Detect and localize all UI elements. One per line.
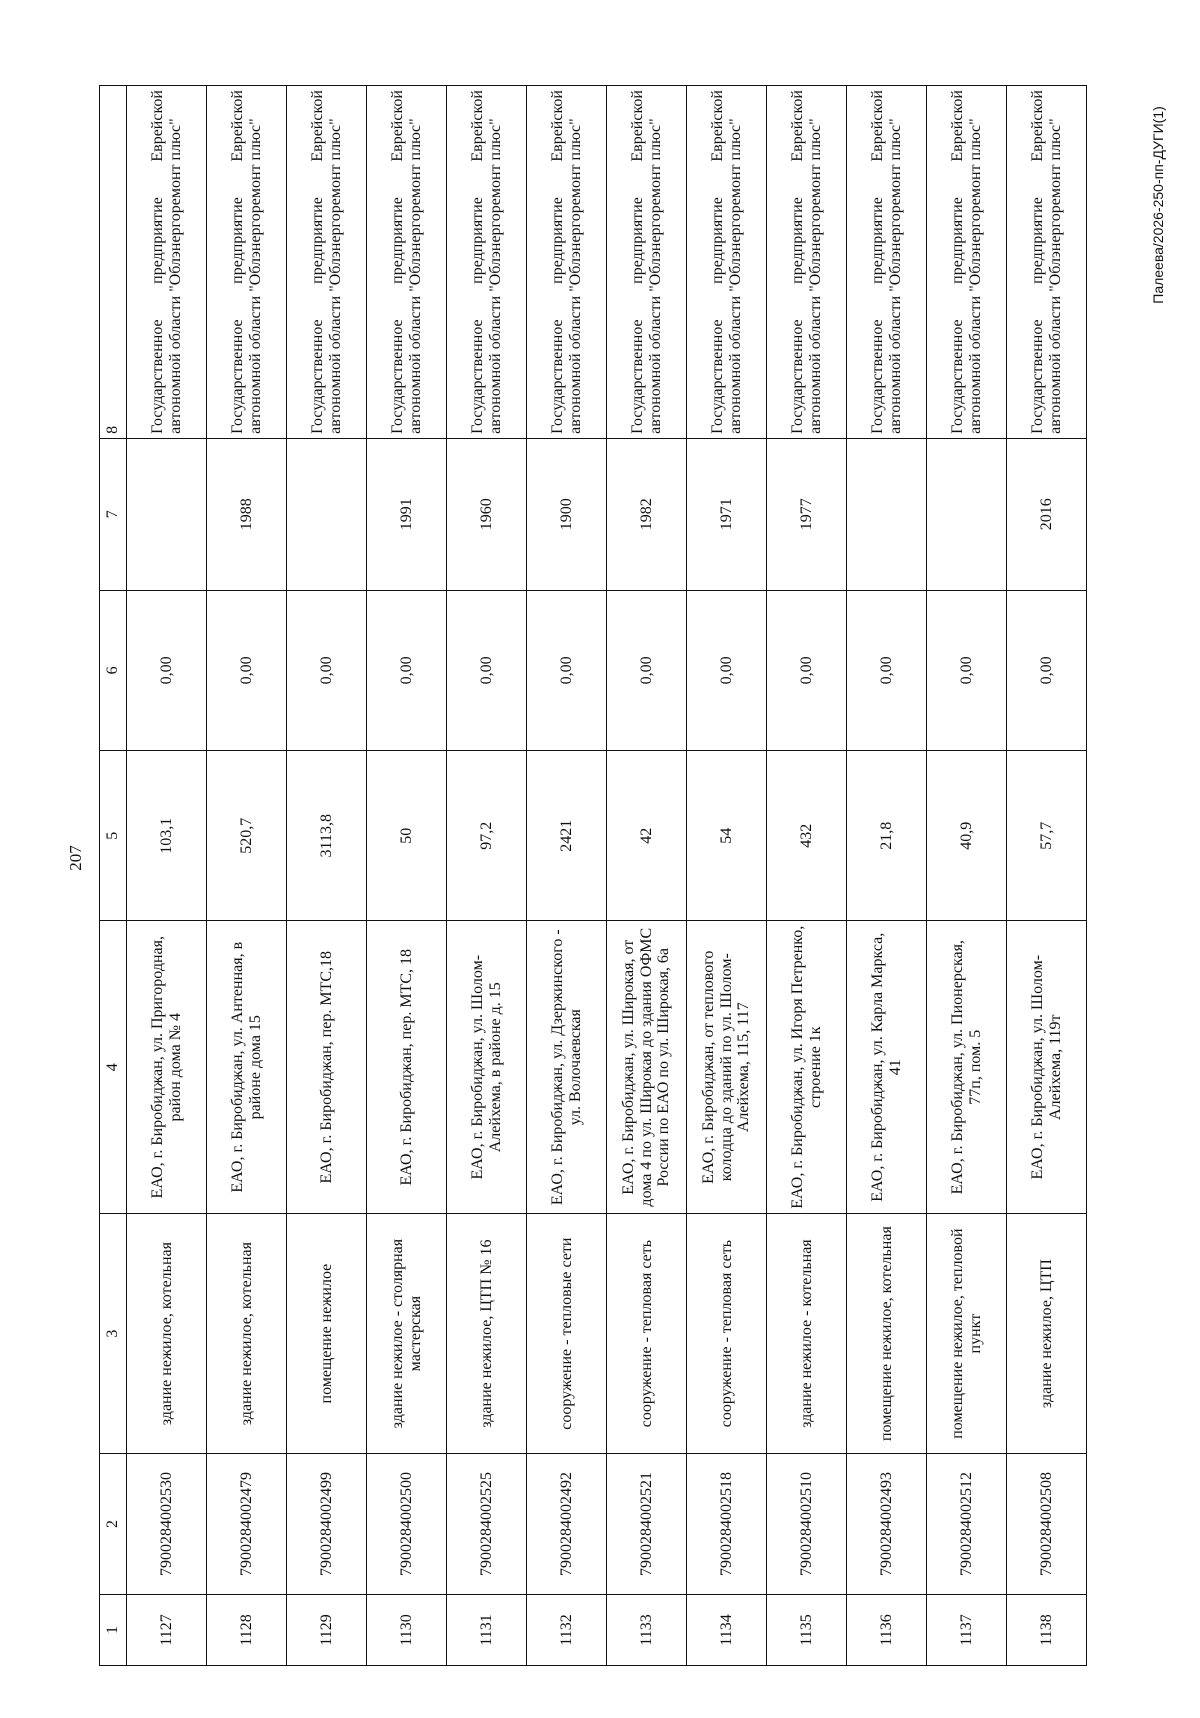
registry-code-cell: 7900284002525 [447,1454,527,1595]
address-cell: ЕАО, г. Биробиджан, ул. Шолом-Алейхема, 119т [1007,921,1087,1214]
address-cell: ЕАО, г. Биробиджан, ул. Шолом-Алейхема, в районе д. 15 [447,921,527,1214]
header-row [100,86,127,1666]
owner-cell: Государственное предприятие Еврейской автономной области "Облэнергоремонт плюс" [367,86,447,439]
value-cell: 0,00 [527,590,607,750]
owner-cell: Государственное предприятие Еврейской автономной области "Облэнергоремонт плюс" [527,86,607,439]
registry-code-cell: 7900284002521 [607,1454,687,1595]
row-number-cell: 1134 [687,1594,767,1665]
row-number-cell: 1133 [607,1594,687,1665]
owner-cell: Государственное предприятие Еврейской автономной области "Облэнергоремонт плюс" [687,86,767,439]
header-col-3: 3 [100,1214,127,1454]
address-cell: ЕАО, г. Биробиджан, ул. Дзержинского - ул. Волочаевская [527,921,607,1214]
area-cell: 2421 [527,751,607,921]
table-row [927,86,1007,1666]
area-cell: 3113,8 [287,751,367,921]
area-cell: 103,1 [127,751,207,921]
row-number-cell: 1129 [287,1594,367,1665]
object-name-cell: здание нежилое, ЦТП № 16 [447,1214,527,1454]
header-col-5: 5 [100,751,127,921]
registry-code-cell: 7900284002493 [847,1454,927,1595]
address-cell: ЕАО, г. Биробиджан, ул. Пригородная, район дома № 4 [127,921,207,1214]
registry-code-cell: 7900284002512 [927,1454,1007,1595]
row-number-cell: 1132 [527,1594,607,1665]
address-cell: ЕАО, г. Биробиджан, ул. Игоря Петренко, строение 1к [767,921,847,1214]
object-name-cell: сооружение - тепловая сеть [687,1214,767,1454]
area-cell: 57,7 [1007,751,1087,921]
address-cell: ЕАО, г. Биробиджан, ул. Карла Маркса, 41 [847,921,927,1214]
header-col-8: 8 [100,86,127,439]
value-cell: 0,00 [207,590,287,750]
header-col-6: 6 [100,590,127,750]
area-cell: 40,9 [927,751,1007,921]
registry-code-cell: 7900284002518 [687,1454,767,1595]
property-table [99,85,1087,1666]
value-cell: 0,00 [607,590,687,750]
area-cell: 50 [367,751,447,921]
owner-cell: Государственное предприятие Еврейской автономной области "Облэнергоремонт плюс" [127,86,207,439]
registry-code-cell: 7900284002500 [367,1454,447,1595]
value-cell: 0,00 [447,590,527,750]
owner-cell: Государственное предприятие Еврейской автономной области "Облэнергоремонт плюс" [847,86,927,439]
table-row [687,86,767,1666]
row-number-cell: 1131 [447,1594,527,1665]
area-cell: 42 [607,751,687,921]
header-col-1: 1 [100,1594,127,1665]
page-number: 207 [66,845,85,871]
registry-code-cell: 7900284002530 [127,1454,207,1595]
owner-cell: Государственное предприятие Еврейской автономной области "Облэнергоремонт плюс" [207,86,287,439]
object-name-cell: помещение нежилое [287,1214,367,1454]
year-cell: 2016 [1007,438,1087,590]
property-table-container [99,85,1081,1666]
document-reference-text: Палеева/2026-250-пп-ДУГИ(1) [1150,106,1166,304]
year-cell: 1960 [447,438,527,590]
header-col-2: 2 [100,1454,127,1595]
area-cell: 432 [767,751,847,921]
year-cell [927,438,1007,590]
value-cell: 0,00 [287,590,367,750]
table-row [367,86,447,1666]
document-reference [1128,80,1188,330]
address-cell: ЕАО, г. Биробиджан, ул. Широкая, от дома 4 по ул. Широкая до здания ОФМС России по ЕАО по ул. Широкая, 6а [607,921,687,1214]
owner-cell: Государственное предприятие Еврейской автономной области "Облэнергоремонт плюс" [927,86,1007,439]
row-number-cell: 1136 [847,1594,927,1665]
registry-code-cell: 7900284002479 [207,1454,287,1595]
row-number-cell: 1137 [927,1594,1007,1665]
owner-cell: Государственное предприятие Еврейской автономной области "Облэнергоремонт плюс" [287,86,367,439]
table-row [767,86,847,1666]
value-cell: 0,00 [927,590,1007,750]
value-cell: 0,00 [1007,590,1087,750]
year-cell: 1991 [367,438,447,590]
row-number-cell: 1127 [127,1594,207,1665]
area-cell: 97,2 [447,751,527,921]
table-row [527,86,607,1666]
object-name-cell: помещение нежилое, тепловой пункт [927,1214,1007,1454]
area-cell: 520,7 [207,751,287,921]
owner-cell: Государственное предприятие Еврейской автономной области "Облэнергоремонт плюс" [447,86,527,439]
year-cell: 1971 [687,438,767,590]
year-cell: 1982 [607,438,687,590]
row-number-cell: 1135 [767,1594,847,1665]
owner-cell: Государственное предприятие Еврейской автономной области "Облэнергоремонт плюс" [767,86,847,439]
row-number-cell: 1138 [1007,1594,1087,1665]
registry-code-cell: 7900284002499 [287,1454,367,1595]
table-row [607,86,687,1666]
header-col-4: 4 [100,921,127,1214]
registry-code-cell: 7900284002510 [767,1454,847,1595]
object-name-cell: здание нежилое, котельная [207,1214,287,1454]
year-cell [127,438,207,590]
row-number-cell: 1128 [207,1594,287,1665]
address-cell: ЕАО, г. Биробиджан, ул. Антенная, в районе дома 15 [207,921,287,1214]
year-cell: 1988 [207,438,287,590]
object-name-cell: здание нежилое - столярная мастерская [367,1214,447,1454]
table-row [207,86,287,1666]
area-cell: 54 [687,751,767,921]
registry-code-cell: 7900284002508 [1007,1454,1087,1595]
registry-code-cell: 7900284002492 [527,1454,607,1595]
year-cell [287,438,367,590]
object-name-cell: помещение нежилое, котельная [847,1214,927,1454]
object-name-cell: сооружение - тепловые сети [527,1214,607,1454]
row-number-cell: 1130 [367,1594,447,1665]
value-cell: 0,00 [367,590,447,750]
table-row [287,86,367,1666]
year-cell [847,438,927,590]
object-name-cell: здание нежилое, котельная [127,1214,207,1454]
value-cell: 0,00 [687,590,767,750]
value-cell: 0,00 [847,590,927,750]
object-name-cell: сооружение - тепловая сеть [607,1214,687,1454]
address-cell: ЕАО, г. Биробиджан, от теплового колодца до зданий по ул. Шолом-Алейхема, 115, 117 [687,921,767,1214]
address-cell: ЕАО, г. Биробиджан, пер. МТС, 18 [367,921,447,1214]
table-body [127,86,1087,1666]
table-row [127,86,207,1666]
table-row [1007,86,1087,1666]
table-row [847,86,927,1666]
owner-cell: Государственное предприятие Еврейской автономной области "Облэнергоремонт плюс" [1007,86,1087,439]
object-name-cell: здание нежилое - котельная [767,1214,847,1454]
value-cell: 0,00 [127,590,207,750]
object-name-cell: здание нежилое, ЦТП [1007,1214,1087,1454]
address-cell: ЕАО, г. Биробиджан, ул. Пионерская, 77п, пом. 5 [927,921,1007,1214]
value-cell: 0,00 [767,590,847,750]
area-cell: 21,8 [847,751,927,921]
header-col-7: 7 [100,438,127,590]
address-cell: ЕАО, г. Биробиджан, пер. МТС,18 [287,921,367,1214]
table-row [447,86,527,1666]
year-cell: 1977 [767,438,847,590]
owner-cell: Государственное предприятие Еврейской автономной области "Облэнергоремонт плюс" [607,86,687,439]
year-cell: 1900 [527,438,607,590]
